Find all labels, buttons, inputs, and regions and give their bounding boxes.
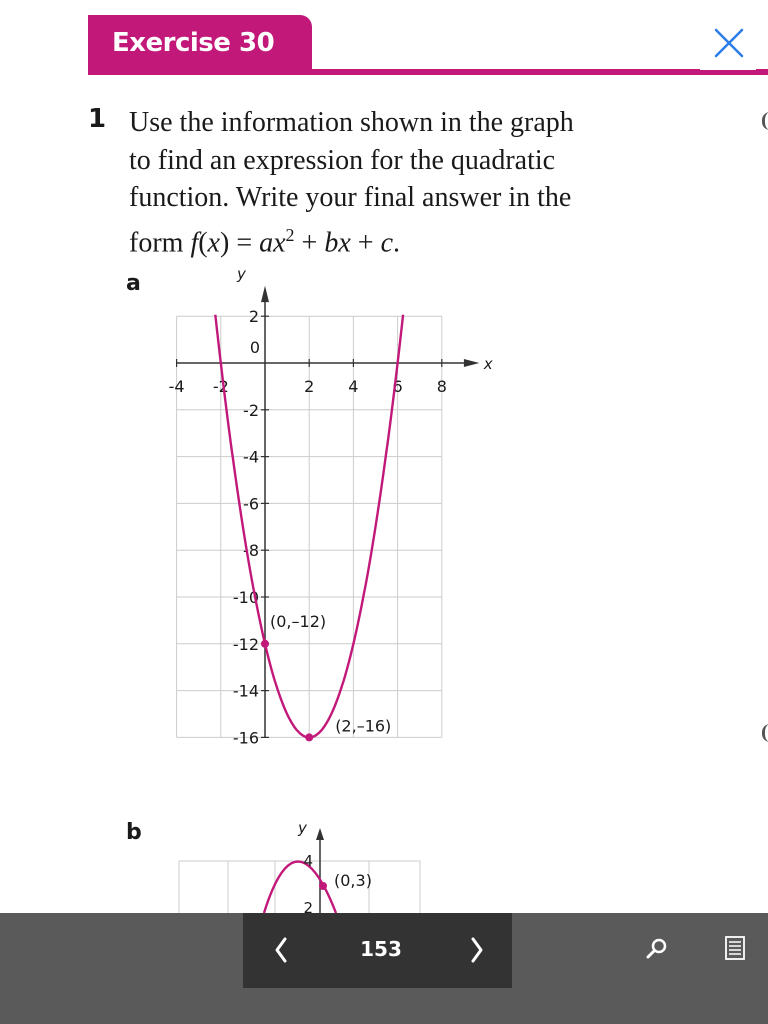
y-tick-label: 2 [248, 307, 259, 327]
y-tick-label: -6 [243, 494, 259, 514]
y-tick-label: -10 [232, 588, 259, 607]
y-tick-label: -2 [243, 400, 259, 420]
list-icon [711, 925, 759, 973]
y-axis-label: y [298, 819, 307, 837]
page-navigator [243, 913, 512, 988]
y-tick-label: -12 [232, 634, 259, 654]
question-line: function. Write your final answer in the [129, 182, 572, 213]
x-axis-label: x [483, 355, 493, 373]
y-tick-label: -16 [232, 728, 259, 748]
grid-border [179, 861, 420, 913]
page-number: 153 [360, 937, 402, 961]
question-line: form $f(x) = ax^2$ + bx + c. [129, 224, 401, 258]
graph-b-labels [297, 819, 372, 913]
next-page-button[interactable] [447, 913, 507, 988]
point-label: (2,–16) [335, 716, 392, 736]
question-number: 1 [88, 104, 107, 134]
search-button[interactable] [632, 925, 680, 973]
x-tick-label: 4 [348, 377, 359, 396]
x-tick-label: 8 [436, 377, 447, 396]
question-line: Use the information shown in the graph [129, 107, 574, 138]
question-line: to find an expression for the quadratic [129, 144, 556, 176]
y-axis-label: y [237, 264, 246, 283]
x-tick-label: 2 [304, 377, 315, 396]
x-tick-label: 6 [392, 377, 403, 396]
y-tick-label: -4 [243, 447, 259, 467]
previous-page-button[interactable] [251, 913, 311, 988]
chevron-left-icon [251, 913, 311, 988]
x-tick-label: -4 [168, 377, 185, 396]
y-tick-label: 4 [303, 852, 313, 870]
chevron-right-icon [447, 913, 507, 988]
search-icon [632, 925, 680, 973]
exercise-title: Exercise 30 [112, 28, 275, 58]
part-label-b: b [126, 820, 142, 845]
point-label: (0,–12) [270, 611, 327, 631]
part-label-a: a [126, 271, 141, 296]
y-axis-arrow [316, 828, 324, 840]
x-tick-label: 0 [249, 338, 261, 357]
point-label: (0,3) [334, 871, 372, 890]
graph-b-grid [179, 828, 420, 913]
y-tick-label: -8 [243, 541, 259, 561]
labeled-point [319, 882, 327, 890]
contents-button[interactable] [711, 925, 759, 973]
y-tick-label: -14 [232, 681, 259, 701]
x-tick-label: -2 [212, 377, 229, 396]
y-tick-label: 2 [303, 899, 313, 913]
